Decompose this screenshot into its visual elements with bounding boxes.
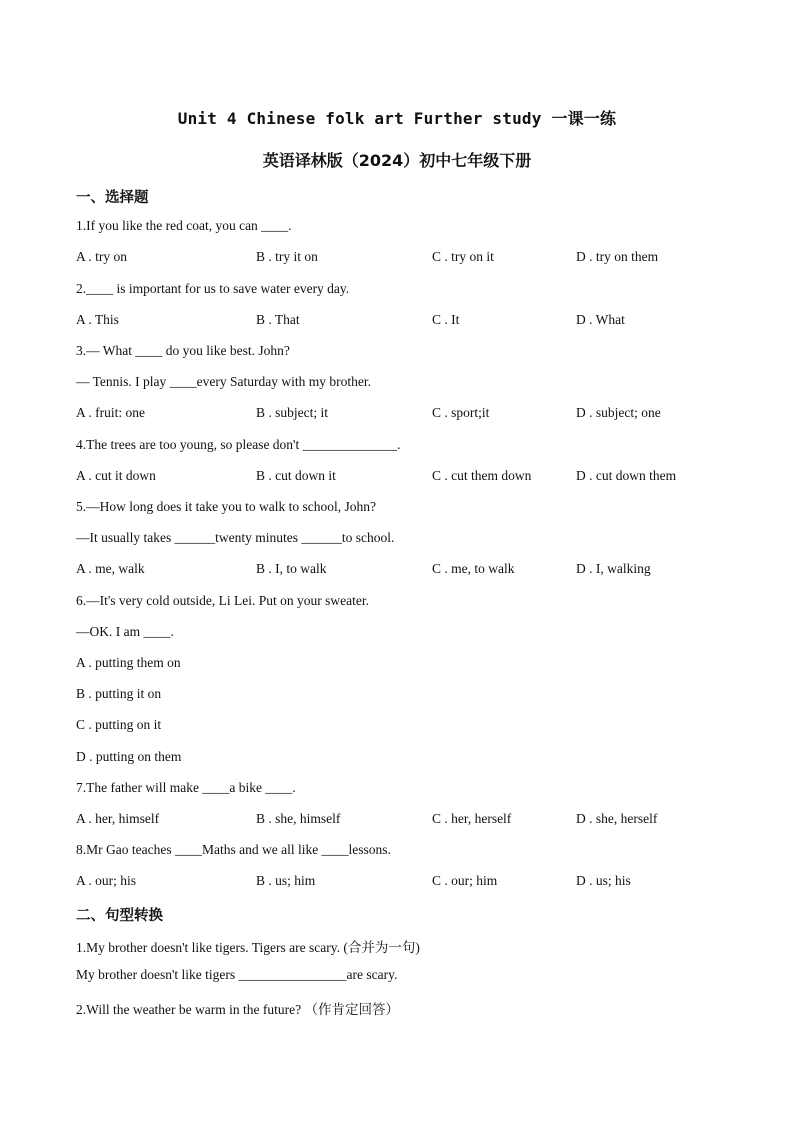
question-7-stem: 7.The father will make ____a bike ____. bbox=[76, 780, 296, 795]
question-2-option-b: B . That bbox=[256, 312, 300, 327]
question-1-option-d: D . try on them bbox=[576, 249, 659, 264]
question-4-option-d: D . cut down them bbox=[576, 468, 677, 483]
question-4-option-b: B . cut down it bbox=[256, 468, 336, 483]
question-2-option-a: A . This bbox=[76, 312, 119, 327]
question-5-stem: 5.—How long does it take you to walk to school, John? bbox=[76, 499, 376, 514]
question-7-option-c: C . her, herself bbox=[432, 811, 512, 826]
question-6-stem-2: —OK. I am ____. bbox=[76, 624, 174, 639]
document-subtitle: 英语译林版（2024）初中七年级下册 bbox=[262, 151, 532, 170]
section-title-sentence-transformation: 二、句型转换 bbox=[76, 908, 163, 924]
question-1-option-b: B . try it on bbox=[256, 249, 318, 264]
question-6-option-a: A . putting them on bbox=[76, 655, 181, 670]
question-3-stem-2: — Tennis. I play ____every Saturday with my brother. bbox=[76, 374, 372, 389]
question-7-option-b: B . she, himself bbox=[256, 811, 341, 826]
question-8-stem: 8.Mr Gao teaches ____Maths and we all like ____lessons. bbox=[76, 842, 391, 857]
question-3-stem: 3.— What ____ do you like best. John? bbox=[76, 343, 290, 358]
question-3-option-c: C . sport;it bbox=[432, 405, 490, 420]
question-1-stem: 1.If you like the red coat, you can ____. bbox=[76, 218, 292, 233]
transformation-1-stem: 1.My brother doesn't like tigers. Tigers are scary. (合并为一句) bbox=[76, 940, 420, 955]
question-1-option-a: A . try on bbox=[76, 249, 128, 264]
question-6-stem: 6.—It's very cold outside, Li Lei. Put on your sweater. bbox=[76, 593, 370, 608]
question-4-option-c: C . cut them down bbox=[432, 468, 532, 483]
question-8-option-b: B . us; him bbox=[256, 873, 316, 888]
question-5-option-d: D . I, walking bbox=[576, 561, 651, 576]
section-title-multiple-choice: 一、选择题 bbox=[76, 190, 149, 206]
question-5-option-c: C . me, to walk bbox=[432, 561, 515, 576]
question-4-stem: 4.The trees are too young, so please don't ______________. bbox=[76, 437, 401, 452]
question-5-option-a: A . me, walk bbox=[76, 561, 145, 576]
question-7-option-d: D . she, herself bbox=[576, 811, 658, 826]
question-6-option-c: C . putting on it bbox=[76, 717, 162, 732]
question-3-option-d: D . subject; one bbox=[576, 405, 661, 420]
transformation-2-stem: 2.Will the weather be warm in the future? （作肯定回答） bbox=[76, 1002, 399, 1017]
question-6-option-d: D . putting on them bbox=[76, 749, 182, 764]
question-2-stem: 2.____ is important for us to save water every day. bbox=[76, 281, 350, 296]
question-4-option-a: A . cut it down bbox=[76, 468, 156, 483]
question-8-option-a: A . our; his bbox=[76, 873, 137, 888]
question-5-option-b: B . I, to walk bbox=[256, 561, 327, 576]
question-3-option-a: A . fruit: one bbox=[76, 405, 145, 420]
question-7-option-a: A . her, himself bbox=[76, 811, 160, 826]
document-title: Unit 4 Chinese folk art Further study 一课一练 bbox=[177, 109, 617, 128]
question-2-option-d: D . What bbox=[576, 312, 625, 327]
question-2-option-c: C . It bbox=[432, 312, 460, 327]
question-6-option-b: B . putting it on bbox=[76, 686, 162, 701]
question-3-option-b: B . subject; it bbox=[256, 405, 328, 420]
question-8-option-d: D . us; his bbox=[576, 873, 631, 888]
question-5-stem-2: —It usually takes ______twenty minutes ______to school. bbox=[76, 530, 395, 545]
question-1-option-c: C . try on it bbox=[432, 249, 494, 264]
question-8-option-c: C . our; him bbox=[432, 873, 498, 888]
transformation-1-answer-line: My brother doesn't like tigers ________________are scary. bbox=[76, 967, 398, 982]
